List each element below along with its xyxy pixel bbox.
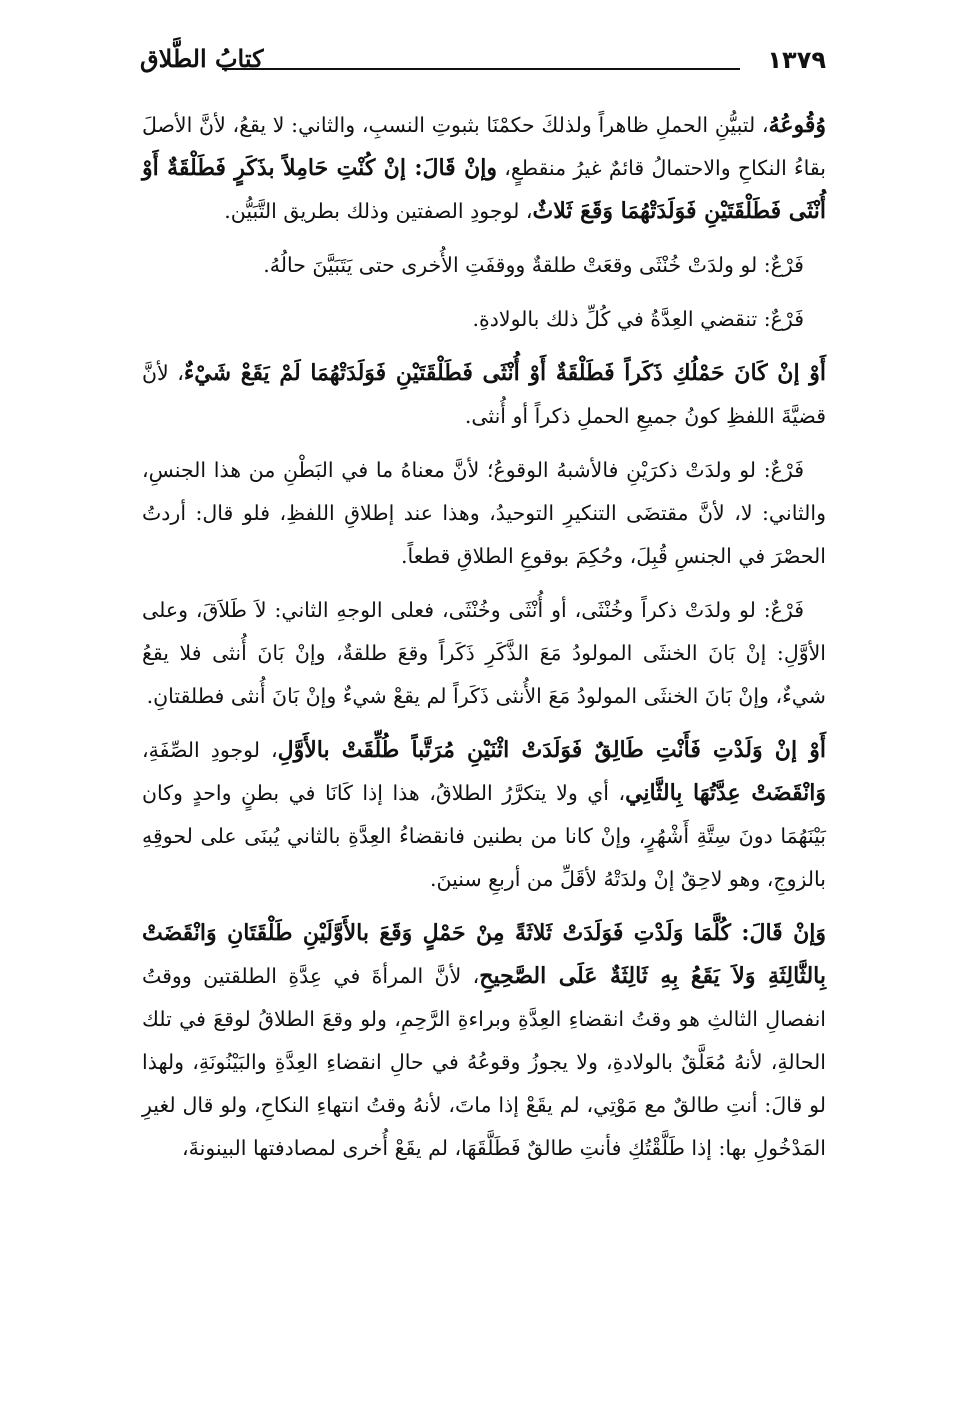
commentary-text: فَرْعٌ: لو ولدَتْ ذكراً وخُنْثَى، أو أُنْثَى وخُنْثَى، فعلى الوجهِ الثاني: لاَ طَلاَقَ، وعلى الأوَّلِ: إنْ بَانَ الخنثَى المولودُ مَعَ الذَّكَرِ ذَكَراً وقعَ طلقةٌ، وإنْ بَانَ أُنثى فلا يقعُ شيءٌ، وإنْ بَانَ الخنثَى المولودُ مَعَ الأُنثى ذَكَراً لم يقعْ شيءٌ وإنْ بَانَ أُنثى فطلقتانِ. xyxy=(142,598,826,708)
commentary-text: فَرْعٌ: لو ولدَتْ ذكرَيْنِ فالأشبهُ الوقوعُ؛ لأنَّ معناهُ ما في البَطْنِ من هذا الجنسِ، والثاني: لا، لأنَّ مقتضَى التنكيرِ التوحيدُ، وهذا عند إطلاقِ اللفظِ، فلو قال: أردتُ الحصْرَ في الجنسِ قُبِلَ، وحُكِمَ بوقوعِ الطلاقِ قطعاً. xyxy=(142,458,826,568)
matn-text: أَوْ إنْ كَانَ حَمْلُكِ ذَكَراً فَطَلْقَةٌ أَوْ أُنْثَى فَطَلْقَتَيْنِ فَوَلَدَتْهُمَا لَمْ يَقَعْ شَيْءٌ xyxy=(183,360,826,386)
matn-text: أَوْ إنْ وَلَدْتِ فَأَنْتِ طَالِقٌ فَوَلَدَتْ اثْنَيْنِ مُرَتَّباً طُلِّقَتْ بالأَوَّلِ xyxy=(277,737,826,763)
paragraph xyxy=(142,352,826,438)
matn-text: وَانْقَضَتْ عِدَّتُهَا بِالثَّانِي xyxy=(625,780,826,806)
commentary-text: فَرْعٌ: لو ولدَتْ خُنْثَى وقعَتْ طلقةٌ ووقفَتِ الأُخرى حتى يَتَبَيَّنَ حالُهُ. xyxy=(263,253,804,277)
commentary-text: ، لوجودِ الصِّفَةِ، xyxy=(142,738,278,762)
furu-paragraph xyxy=(142,298,826,341)
furu-paragraph xyxy=(142,449,826,578)
chapter-title: كتابُ الطَّلاق xyxy=(140,44,264,73)
page-body xyxy=(142,104,826,1181)
page-number: ١٣٧٩ xyxy=(767,46,826,74)
header-rule xyxy=(222,68,740,70)
furu-paragraph xyxy=(142,589,826,718)
matn-text: وَإنْ قَالَ: كُلَّمَا وَلَدْتِ فَوَلَدَتْ ثَلاثَةً مِنْ حَمْلٍ وَقَعَ بالأَوَّلَيْنِ طَلْقَتَانِ وَانْقَضَتْ بِالثَّالِثَةِ وَلاَ يَقَعُ بِهِ ثَالِثَةٌ عَلَى الصَّحِيحِ xyxy=(142,920,826,989)
page-header xyxy=(140,42,826,82)
commentary-text: ، لأنَّ قضيَّةَ اللفظِ كونُ جميعِ الحملِ ذكراً أو أُنثى. xyxy=(142,361,826,428)
paragraph xyxy=(142,912,826,1170)
commentary-text: فَرْعٌ: تنقضي العِدَّةُ في كُلِّ ذلك بالولادةِ. xyxy=(472,307,804,331)
commentary-text: ، لوجودِ الصفتين وذلك بطريق التَّبَيُّن. xyxy=(224,199,533,223)
paragraph xyxy=(142,729,826,901)
commentary-text: ، لتبيُّنِ الحملِ ظاهراً ولذلكَ حكمْنَا بثبوتِ النسبِ، والثاني: لا يقعُ، لأنَّ الأصلَ بقاءُ النكاحِ والاحتمالُ قائمٌ غيرُ منقطعٍ، xyxy=(142,113,826,180)
commentary-text: ، أي ولا يتكرَّرُ الطلاقُ، هذا إذا كَانَا في بطنٍ واحدٍ وكان بَيْنَهُمَا دونَ سِتَّةِ أَشْهُرٍ، وإنْ كانا من بطنين فانقضاءُ العِدَّةِ بالثاني يُبنَى على لحوقِهِ بالزوجِ، وهو لاحِقٌ إنْ ولدَتْهُ لأقَلِّ من أربعِ سنينَ. xyxy=(142,781,826,891)
furu-paragraph xyxy=(142,244,826,287)
commentary-text: ، لأنَّ المرأةَ في عِدَّةِ الطلقتين ووقتُ انفصالِ الثالثِ هو وقتُ انقضاءِ العِدَّةِ وبراءةِ الرَّحِمِ، ولو وقعَ الطلاقُ لوقعَ في تلك الحالةِ، لأنهُ مُعَلَّقٌ بالولادةِ، ولا يجوزُ وقوعُهُ في حالِ انقضاءِ العِدَّةِ والبَيْنُونَةِ، ولهذا لو قالَ: أنتِ طالقٌ مع مَوْتِي، لم يقَعْ إذا ماتَ، لأنهُ وقتُ انتهاءِ النكاحِ، ولو قال لغيرِ المَدْخُولِ بها: إذا طَلَّقْتُكِ فأنتِ طالقٌ فَطَلَّقَهَا، لم يقَعْ أُخرى لمصادفتها البينونةَ، xyxy=(142,964,826,1160)
matn-text: وإنْ قَالَ: إنْ كُنْتِ حَامِلاً بذَكَرٍ فَطَلْقَةٌ أَوْ أُنْثَى فَطَلْقَتَيْنِ فَوَلَدَتْهُمَا وَقَعَ ثَلاثٌ xyxy=(142,155,826,224)
matn-text: وُقُوعُهُ xyxy=(768,112,826,138)
paragraph xyxy=(142,104,826,233)
